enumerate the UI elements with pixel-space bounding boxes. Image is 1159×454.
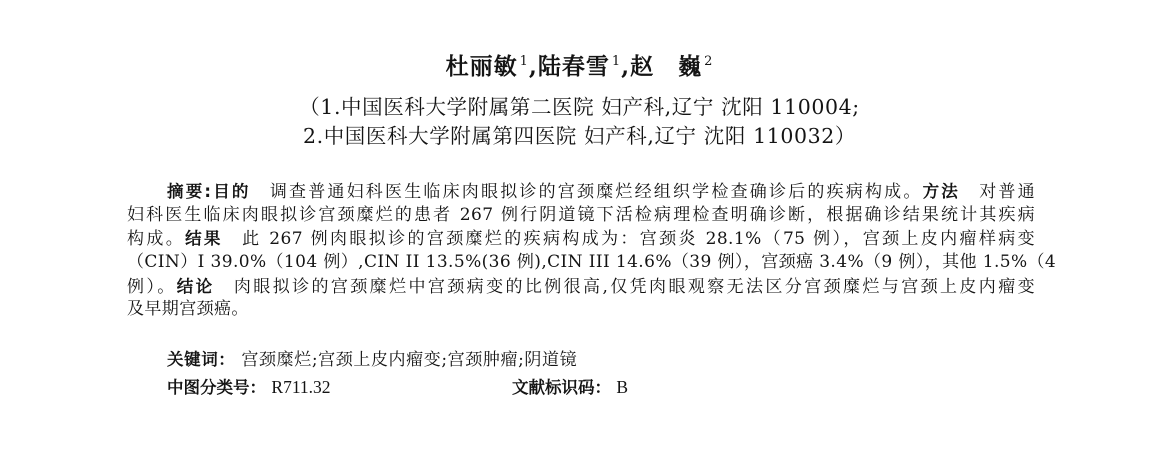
author-name: 陆春雪 xyxy=(537,53,610,80)
author-affiliation-mark: 1 xyxy=(519,54,529,69)
abstract-line xyxy=(127,180,1035,204)
affiliation-line-1: （1.中国医科大学附属第二医院 妇产科,辽宁 沈阳 110004; xyxy=(299,95,860,119)
affiliation-line-2: 2.中国医科大学附属第四医院 妇产科,辽宁 沈阳 110032） xyxy=(302,124,857,148)
classification-label: 中图分类号： xyxy=(167,378,266,397)
author-name: 杜丽敏 xyxy=(445,53,518,80)
author-name: 赵 巍 xyxy=(630,53,703,80)
objective-label: 目的 xyxy=(211,182,251,201)
document-code-row xyxy=(512,374,628,398)
author-separator: , xyxy=(528,53,538,80)
abstract-line xyxy=(127,275,1035,299)
method-text: 对普通 xyxy=(979,182,1035,202)
classification-value: R711.32 xyxy=(271,377,331,397)
author-separator: , xyxy=(621,53,631,80)
result-text: 此 267 例肉眼拟诊的宫颈糜烂的疾病构成为：宫颈炎 28.1%（75 例），宫颈上皮内瘤样病变 xyxy=(242,229,1035,250)
abstract-line xyxy=(127,227,1035,251)
conclusion-text: 肉眼拟诊的宫颈糜烂中宫颈病变的比例很高,仅凭肉眼观察无法区分宫颈糜烂与宫颈上皮内瘤变 xyxy=(233,276,1035,297)
abstract-line: （CIN）I 39.0%（104 例）,CIN II 13.5%(36 例),CIN III 14.6%（39 例），宫颈癌 3.4%（9 例），其他 1.5%（4 xyxy=(127,252,1057,273)
objective-text: 调查普通妇科医生临床肉眼拟诊的宫颈糜烂经组织学检查确诊后的疾病构成。 xyxy=(269,182,923,202)
result-label: 结果 xyxy=(185,229,223,249)
conclusion-label: 结论 xyxy=(176,276,215,296)
result-text: 例）。 xyxy=(127,276,177,297)
author-line xyxy=(0,48,1159,81)
abstract-line: 妇科医生临床肉眼拟诊宫颈糜烂的患者 267 例行阴道镜下活检病理检查明确诊断，根据确诊结果统计其疾病 xyxy=(127,204,1035,225)
document-code-label: 文献标识码： xyxy=(512,378,611,397)
document-code-value: B xyxy=(616,377,629,397)
classification-row xyxy=(167,374,331,398)
keywords-row xyxy=(167,345,577,370)
abstract-line: 及早期宫颈癌。 xyxy=(127,299,249,320)
keywords-value: 宫颈糜烂;宫颈上皮内瘤变;宫颈肿瘤;阴道镜 xyxy=(241,350,578,370)
abstract-label: 摘要: xyxy=(167,182,212,201)
author-affiliation-mark: 2 xyxy=(704,54,714,69)
keywords-label: 关键词： xyxy=(167,350,236,369)
author-affiliation-mark: 1 xyxy=(611,54,622,69)
abstract-block xyxy=(127,180,1057,322)
method-label: 方法 xyxy=(922,182,960,201)
method-text: 构成。 xyxy=(127,229,186,250)
